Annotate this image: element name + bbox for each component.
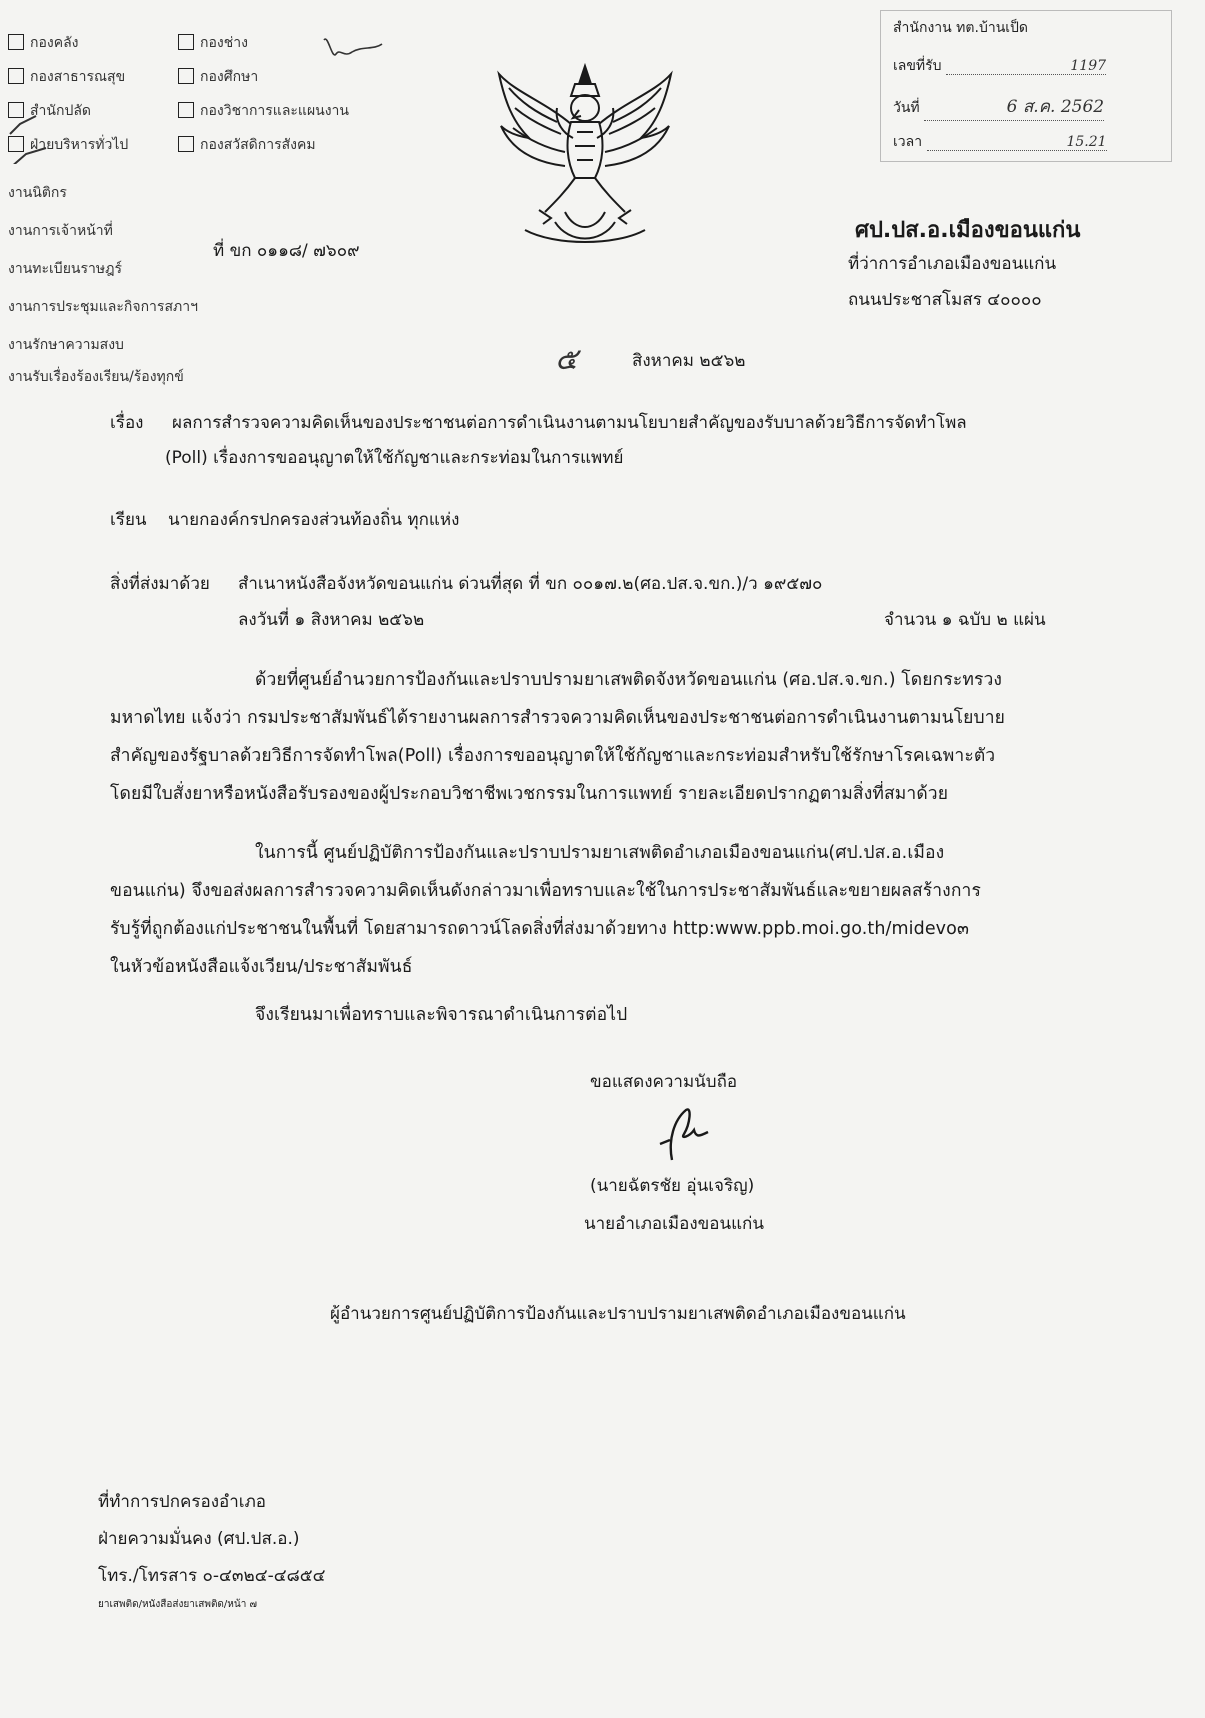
- stamp-time-row: เวลา 15.21: [893, 134, 1107, 150]
- sender-org: ศป.ปส.อ.เมืองขอนแก่น: [855, 218, 1081, 243]
- stamp-receive-no: 1197: [1070, 58, 1107, 74]
- checkbox: [178, 68, 194, 84]
- receiving-stamp: [880, 10, 1172, 162]
- body-paragraph-2-line: ในหัวข้อหนังสือแจ้งเวียน/ประชาสัมพันธ์: [110, 957, 413, 977]
- closing: ขอแสดงความนับถือ: [590, 1072, 738, 1092]
- sub-item: งานรับเรื่องร้องเรียน/ร้องทุกข์: [8, 369, 184, 385]
- route-item-office: สำนักปลัด: [8, 100, 91, 122]
- routing-check-marks: [6, 24, 136, 164]
- sub-item: งานการเจ้าหน้าที่: [8, 223, 113, 239]
- body-paragraph-1-line: โดยมีใบสั่งยาหรือหนังสือรับรองของผู้ประกอบวิชาชีพเวชกรรมในการแพทย์ รายละเอียดปรากฏตามสิ่งที่สมาด้วย: [110, 784, 949, 804]
- route-item-planning: กองวิชาการและแผนงาน: [178, 100, 349, 122]
- body-paragraph-2-line: ขอนแก่น) จึงขอส่งผลการสำรวจความคิดเห็นดังกล่าวมาเพื่อทราบและใช้ในการประชาสัมพันธ์และขยายผลสร้างการ: [110, 881, 981, 901]
- footer-office: ที่ทำการปกครองอำเภอ: [98, 1492, 267, 1512]
- footer-section: ฝ่ายความมั่นคง (ศป.ปส.อ.): [98, 1529, 300, 1549]
- body-paragraph-1-line: มหาดไทย แจ้งว่า กรมประชาสัมพันธ์ได้รายงานผลการสำรวจความคิดเห็นของประชาชนต่อการดำเนินงานตามนโยบาย: [110, 708, 1005, 728]
- route-item-admin: ฝ่ายบริหารทั่วไป: [8, 134, 128, 156]
- sender-address-line1: ที่ว่าการอำเภอเมืองขอนแก่น: [848, 254, 1057, 274]
- stamp-receive-row: เลขที่รับ 1197: [893, 58, 1107, 74]
- body-paragraph-1-line: สำคัญของรัฐบาลด้วยวิธีการจัดทำโพล(Poll) เรื่องการขออนุญาตให้ใช้กัญชาและกระท่อมสำหรับใช้รักษาโรคเฉพาะตัว: [110, 746, 996, 766]
- body-paragraph-2-line: รับรู้ที่ถูกต้องแก่ประชาชนในพื้นที่ โดยสามารถดาวน์โลดสิ่งที่ส่งมาด้วยทาง http:www.ppb.moi.go.th/midevo๓: [110, 919, 970, 939]
- stamp-date-row: วันที่ 6 ส.ค. 2562: [893, 93, 1104, 121]
- checkbox: [178, 102, 194, 118]
- enclosure-count: จำนวน ๑ ฉบับ ๒ แผ่น: [884, 610, 1046, 630]
- sender-address-line2: ถนนประชาสโมสร ๔๐๐๐๐: [848, 290, 1042, 310]
- enclosure-line2: ลงวันที่ ๑ สิงหาคม ๒๕๖๒: [238, 610, 425, 630]
- subject-line2: (Poll) เรื่องการขออนุญาตให้ใช้กัญชาและกระท่อมในการแพทย์: [165, 448, 624, 468]
- garuda-emblem-icon: [495, 62, 675, 247]
- enclosure-label: สิ่งที่ส่งมาด้วย: [110, 574, 210, 594]
- sub-item: งานรักษาความสงบ: [8, 337, 124, 353]
- route-item-education: กองศึกษา: [178, 66, 258, 88]
- initials-mark: [318, 30, 388, 70]
- route-item-engineering: กองช่าง: [178, 32, 248, 54]
- route-item-welfare: กองสวัสดิการสังคม: [178, 134, 316, 156]
- route-item-health: กองสาธารณสุข: [8, 66, 125, 88]
- sub-item: งานนิติกร: [8, 185, 67, 201]
- stamp-office: สำนักงาน ทต.บ้านเป็ด: [893, 20, 1029, 36]
- route-item-finance: กองคลัง: [8, 32, 79, 54]
- date-day: ๕: [555, 342, 578, 377]
- salutation-label: เรียน: [110, 510, 147, 530]
- body-paragraph-1-line: ด้วยที่ศูนย์อำนวยการป้องกันและปราบปรามยาเสพติดจังหวัดขอนแก่น (ศอ.ปส.จ.ขก.) โดยกระทรวง: [255, 670, 1003, 690]
- checkbox: [178, 34, 194, 50]
- stamp-date: 6 ส.ค. 2562: [1006, 97, 1105, 117]
- signer-title-2: ผู้อำนวยการศูนย์ปฏิบัติการป้องกันและปราบปรามยาเสพติดอำเภอเมืองขอนแก่น: [330, 1304, 906, 1324]
- footer-file-note: ยาเสพติด/หนังสือส่งยาเสพติด/หน้า ๗: [98, 1599, 258, 1610]
- body-paragraph-2-line: ในการนี้ ศูนย์ปฏิบัติการป้องกันและปราบปรามยาเสพติดอำเภอเมืองขอนแก่น(ศป.ปส.อ.เมือง: [255, 843, 945, 863]
- signer-name: (นายฉัตรชัย อุ่นเจริญ): [590, 1176, 755, 1196]
- signer-title: นายอำเภอเมืองขอนแก่น: [584, 1214, 764, 1234]
- stamp-time: 15.21: [1066, 134, 1107, 150]
- sub-item: งานทะเบียนราษฎร์: [8, 261, 122, 277]
- checkbox: [178, 136, 194, 152]
- document-number: ที่ ขก ๐๑๑๘/ ๗๖๐๙: [213, 241, 360, 261]
- enclosure-line1: สำเนาหนังสือจังหวัดขอนแก่น ด่วนที่สุด ที่ ขก ๐๐๑๗.๒(ศอ.ปส.จ.ขก.)/ว ๑๙๕๗๐: [238, 574, 823, 594]
- date-month-year: สิงหาคม ๒๕๖๒: [632, 351, 746, 371]
- footer-phone: โทร./โทรสาร ๐-๔๓๒๔-๔๘๕๔: [98, 1566, 326, 1586]
- subject-line1: ผลการสำรวจความคิดเห็นของประชาชนต่อการดำเนินงานตามนโยบายสำคัญของรับบาลด้วยวิธีการจัดทำโพล: [172, 413, 967, 433]
- body-paragraph-3: จึงเรียนมาเพื่อทราบและพิจารณาดำเนินการต่อไป: [255, 1005, 628, 1025]
- sub-item: งานการประชุมและกิจการสภาฯ: [8, 299, 198, 315]
- subject-label: เรื่อง: [110, 413, 144, 433]
- signature: [638, 1100, 728, 1170]
- salutation-recipient: นายกองค์กรปกครองส่วนท้องถิ่น ทุกแห่ง: [168, 510, 460, 530]
